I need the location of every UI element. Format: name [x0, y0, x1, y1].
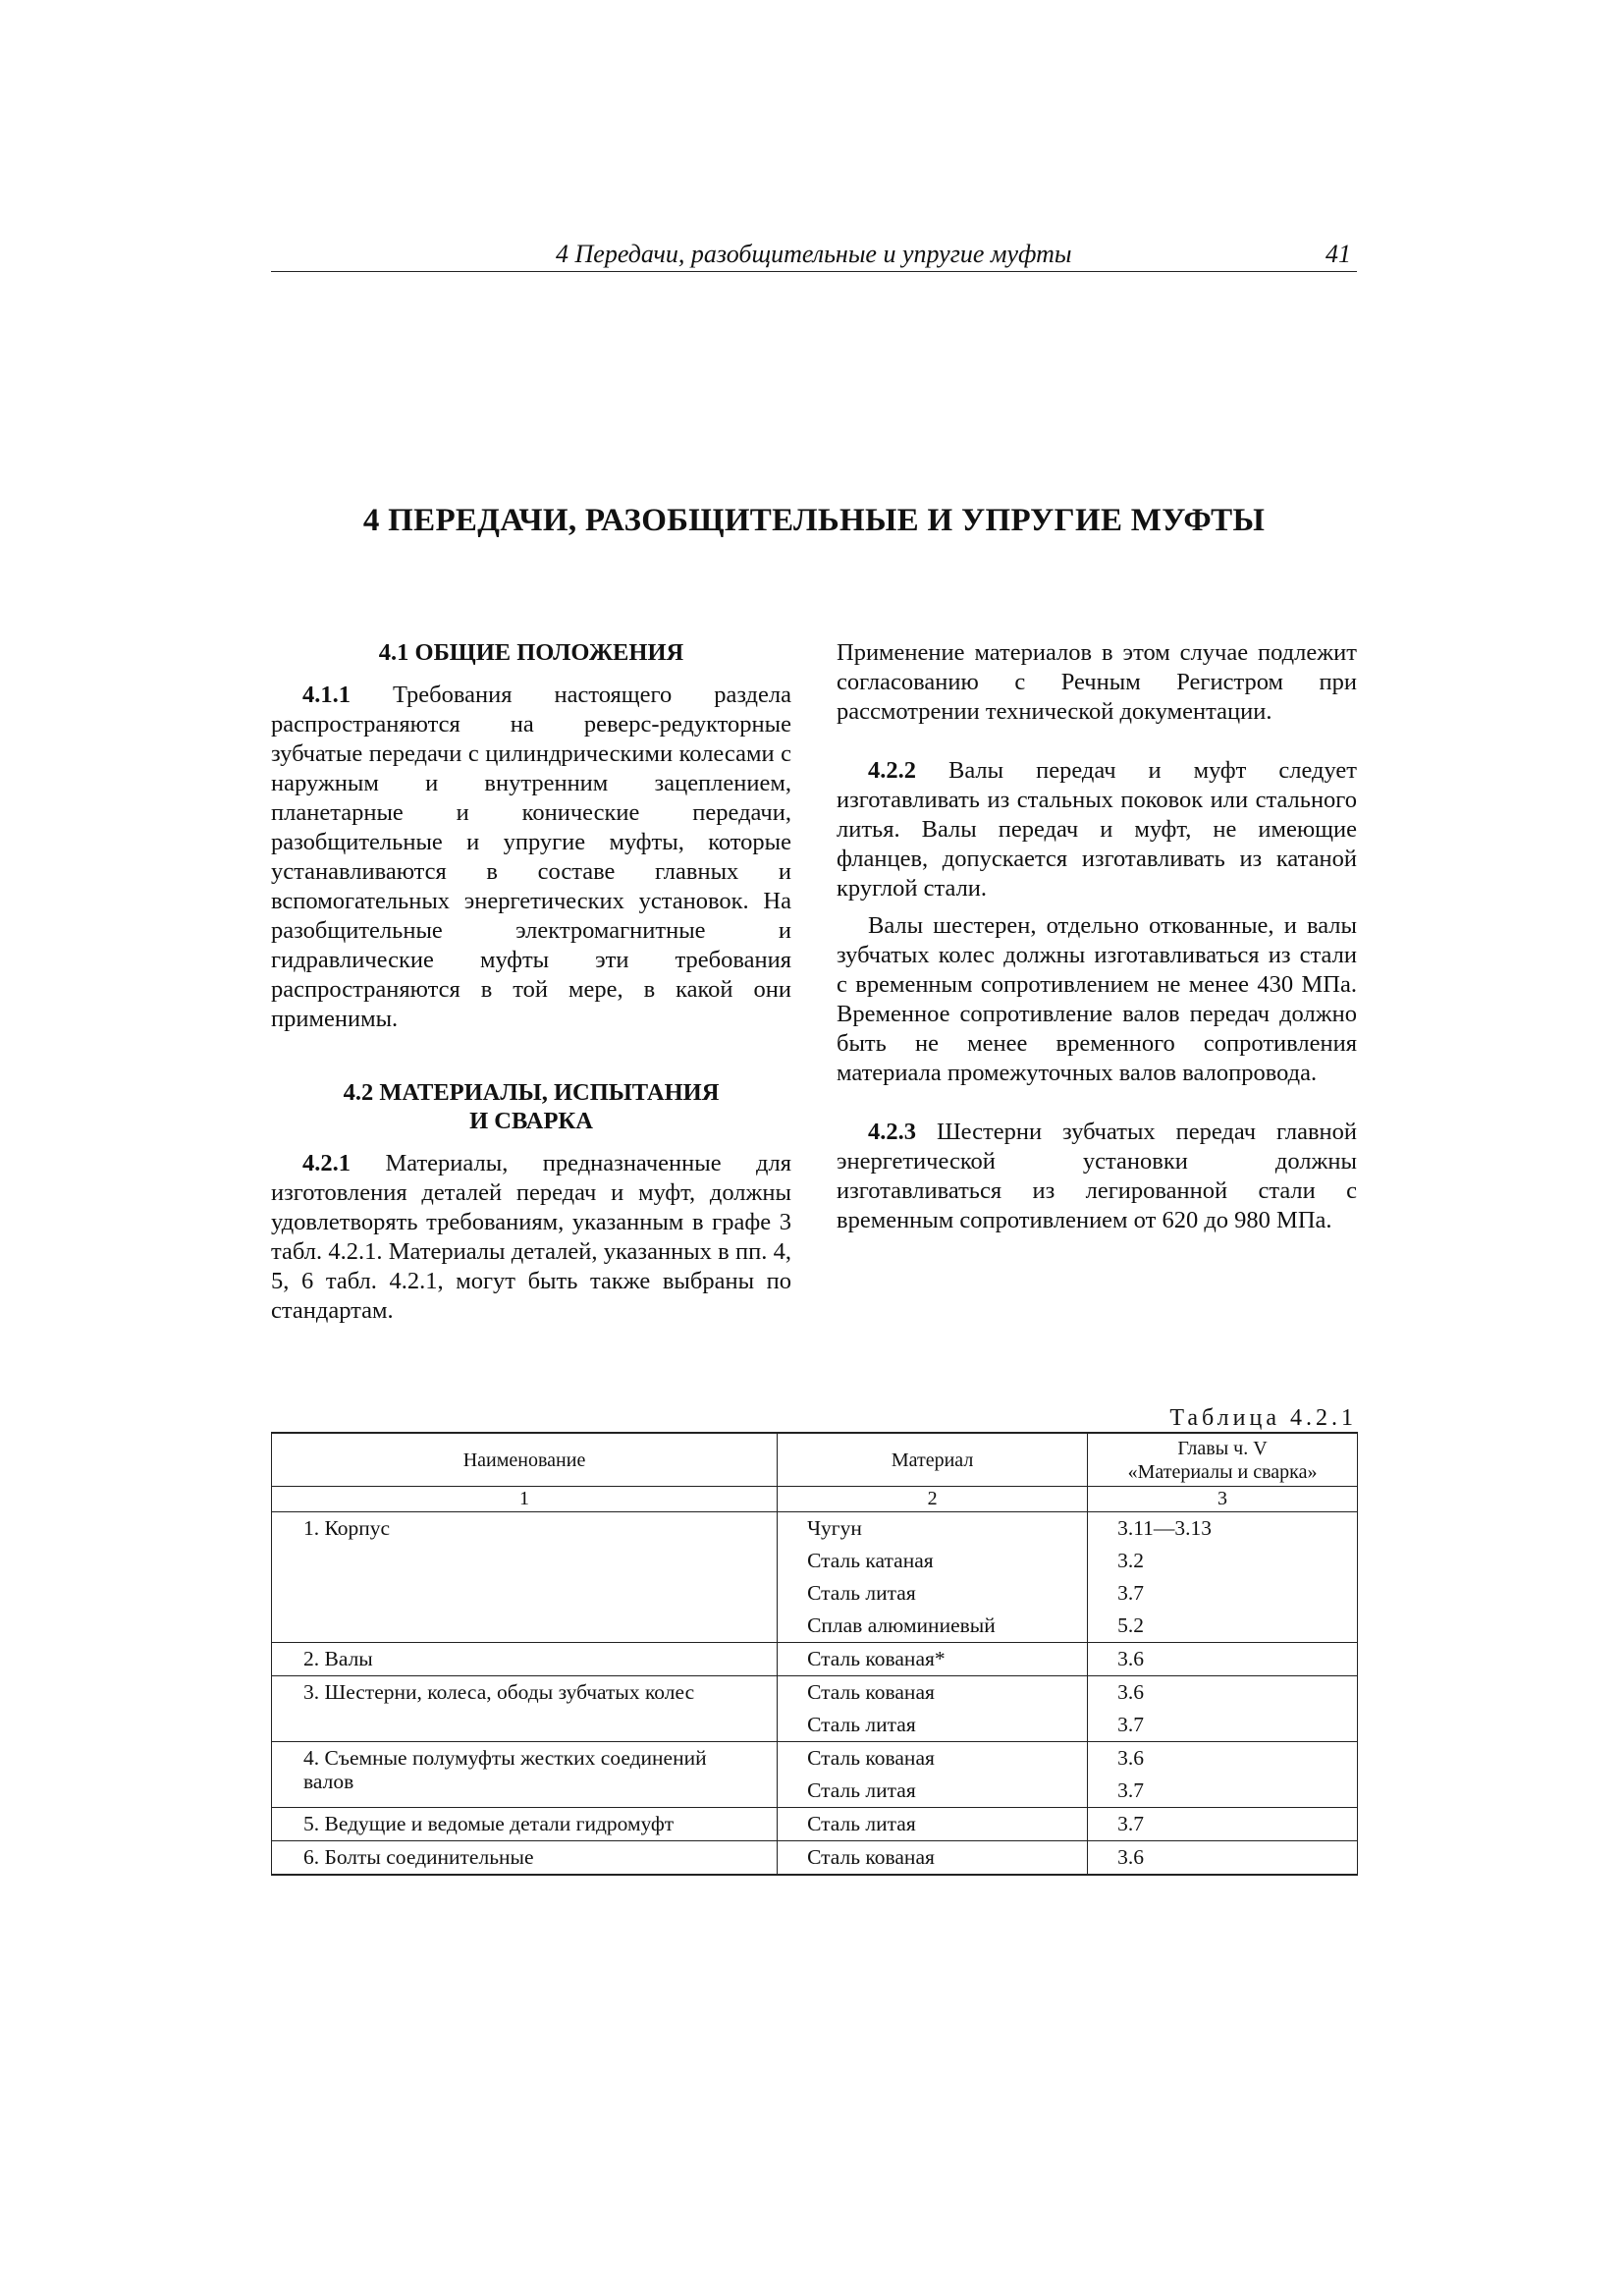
- section-heading-4-2-line2: И СВАРКА: [469, 1108, 593, 1134]
- paragraph-4-1-1: [271, 681, 791, 1034]
- material-value: Сталь кованая: [807, 1680, 935, 1704]
- clause-text: Материалы, предназначенные для изготовления деталей передач и муфт, должны удовлетворять требованиям, указанным в графе 3 табл. 4.2.1. Материалы деталей, указанных в пп. 4, 5, 6 табл. 4.2.1, могут быть также выбраны по стандартам.: [271, 1150, 791, 1324]
- running-head-title: 4 Передачи, разобщительные и упругие муфты: [556, 240, 1072, 268]
- row-chapters: [1088, 1512, 1358, 1643]
- clause-number: 4.1.1: [302, 682, 351, 708]
- material-value: Сталь литая: [807, 1778, 916, 1802]
- clause-number: 4.2.2: [868, 757, 916, 784]
- clause-text: Требования настоящего раздела распространяются на реверс-редукторные зубчатые передачи с цилиндрическими колесами с наружным и внутренним зацеплением, планетарные и конические передачи, разобщительные и упругие муфты, которые устанавливаются в составе главных и вспомогательных энергетических установок. На разобщительные электромагнитные и гидравлические муфты эти требования распространяются в той мере, в какой они применимы.: [271, 682, 791, 1032]
- chapter-value: 3.6: [1117, 1680, 1144, 1704]
- clause-number: 4.2.1: [302, 1150, 351, 1176]
- clause-text: Шестерни зубчатых передач главной энергетической установки должны изготавливаться из легированной стали с временным сопротивлением от 620 до 980 МПа.: [837, 1119, 1357, 1233]
- row-materials: [778, 1512, 1088, 1643]
- paragraph-4-2-3: [837, 1118, 1357, 1235]
- chapter-value: 3.7: [1117, 1581, 1144, 1605]
- paragraph-4-2-2: [837, 756, 1357, 903]
- materials-table: [271, 1432, 1358, 1876]
- header-name: Наименование: [272, 1433, 778, 1487]
- paragraph-4-2-2-b: Валы шестерен, отдельно откованные, и валы зубчатых колес должны изготавливаться из стали с временным сопротивлением не менее 430 МПа. Временное сопротивление валов передач должно быть не менее временного сопротивления материала промежуточных валов валопровода.: [837, 912, 1357, 1086]
- chapter-value: 3.11—3.13: [1117, 1516, 1213, 1540]
- row-name: 4. Съемные полумуфты жестких соединений валов: [272, 1742, 778, 1808]
- row-materials: [778, 1808, 1088, 1841]
- header-chapters-line1: Главы ч. V: [1177, 1437, 1268, 1459]
- material-value: Сталь литая: [807, 1713, 916, 1736]
- chapter-value: 5.2: [1117, 1613, 1144, 1637]
- table-row: [272, 1643, 1358, 1676]
- table-row: [272, 1841, 1358, 1876]
- row-materials: [778, 1742, 1088, 1808]
- row-name: 2. Валы: [272, 1643, 778, 1676]
- running-head: [271, 240, 1357, 272]
- table-row: [272, 1512, 1358, 1643]
- material-value: Чугун: [807, 1516, 862, 1540]
- chapter-value: 3.6: [1117, 1647, 1144, 1670]
- left-column: [271, 638, 791, 1326]
- chapter-value: 3.2: [1117, 1549, 1144, 1572]
- row-chapters: [1088, 1643, 1358, 1676]
- column-number: 2: [778, 1487, 1088, 1512]
- row-name: 6. Болты соединительные: [272, 1841, 778, 1876]
- column-number: 1: [272, 1487, 778, 1512]
- table-column-numbers: [272, 1487, 1358, 1512]
- row-name: 1. Корпус: [272, 1512, 778, 1643]
- chapter-value: 3.7: [1117, 1812, 1144, 1835]
- material-value: Сталь кованая*: [807, 1647, 946, 1670]
- header-chapters-line2: «Материалы и сварка»: [1127, 1460, 1318, 1483]
- header-material: Материал: [778, 1433, 1088, 1487]
- chapter-value: 3.6: [1117, 1845, 1144, 1869]
- chapter-value: 3.7: [1117, 1713, 1144, 1736]
- section-heading-4-1: 4.1 ОБЩИЕ ПОЛОЖЕНИЯ: [378, 639, 684, 666]
- row-materials: [778, 1676, 1088, 1742]
- row-chapters: [1088, 1808, 1358, 1841]
- material-value: Сталь катаная: [807, 1549, 934, 1572]
- table-caption: Таблица 4.2.1: [1169, 1405, 1357, 1431]
- section-heading-4-2: [271, 1078, 791, 1135]
- column-number: 3: [1088, 1487, 1358, 1512]
- right-column: [837, 638, 1357, 1235]
- page-number: 41: [1325, 240, 1351, 268]
- chapter-value: 3.7: [1117, 1778, 1144, 1802]
- table-row: [272, 1742, 1358, 1808]
- row-materials: [778, 1841, 1088, 1876]
- chapter-title: 4 ПЕРЕДАЧИ, РАЗОБЩИТЕЛЬНЫЕ И УПРУГИЕ МУФТЫ: [362, 503, 1266, 538]
- material-value: Сталь литая: [807, 1581, 916, 1605]
- row-chapters: [1088, 1841, 1358, 1876]
- section-heading-4-2-line1: 4.2 МАТЕРИАЛЫ, ИСПЫТАНИЯ: [343, 1079, 720, 1106]
- table-header-row: [272, 1433, 1358, 1487]
- row-name: 3. Шестерни, колеса, ободы зубчатых колес: [272, 1676, 778, 1742]
- table-row: [272, 1676, 1358, 1742]
- chapter-value: 3.6: [1117, 1746, 1144, 1770]
- table-row: [272, 1808, 1358, 1841]
- row-chapters: [1088, 1676, 1358, 1742]
- clause-text: Валы передач и муфт следует изготавливать из стальных поковок или стального литья. Валы передач и муфт, не имеющие фланцев, допускается изготавливать из катаной круглой стали.: [837, 757, 1357, 902]
- paragraph-4-2-1-continued: Применение материалов в этом случае подлежит согласованию с Речным Регистром при рассмотрении технической документации.: [837, 639, 1357, 725]
- material-value: Сталь литая: [807, 1812, 916, 1835]
- row-chapters: [1088, 1742, 1358, 1808]
- clause-number: 4.2.3: [868, 1119, 916, 1145]
- material-value: Сталь кованая: [807, 1845, 935, 1869]
- row-materials: [778, 1643, 1088, 1676]
- paragraph-4-2-1: [271, 1149, 791, 1326]
- material-value: Сталь кованая: [807, 1746, 935, 1770]
- header-chapters: [1088, 1433, 1358, 1487]
- material-value: Сплав алюминиевый: [807, 1613, 996, 1637]
- row-name: 5. Ведущие и ведомые детали гидромуфт: [272, 1808, 778, 1841]
